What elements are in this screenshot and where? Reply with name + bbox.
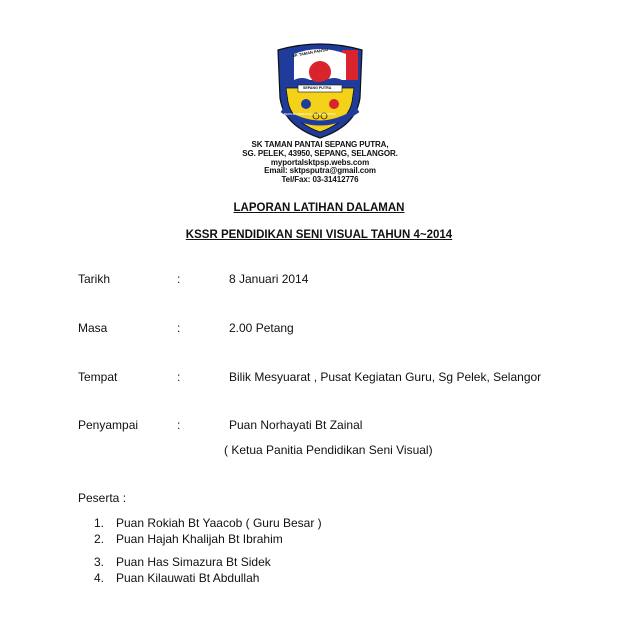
school-address-block xyxy=(200,141,440,185)
masa-value: 2.00 Petang xyxy=(229,321,294,335)
list-number: 1. xyxy=(94,516,105,530)
report-title: LAPORAN LATIHAN DALAMAN xyxy=(233,202,405,214)
list-item xyxy=(94,532,283,546)
list-number: 2. xyxy=(94,532,105,546)
penyampai-label: Penyampai xyxy=(78,418,139,432)
school-name: SK TAMAN PANTAI SEPANG PUTRA, xyxy=(251,140,389,149)
participant-name: Puan Kilauwati Bt Abdullah xyxy=(116,571,260,585)
school-crest-logo xyxy=(272,40,368,140)
tarikh-value: 8 Januari 2014 xyxy=(229,272,309,286)
participant-name: Puan Has Simazura Bt Sidek xyxy=(116,555,271,569)
report-subtitle: KSSR PENDIDIKAN SENI VISUAL TAHUN 4~2014 xyxy=(185,229,453,241)
tempat-colon: : xyxy=(177,370,181,384)
school-address: SG. PELEK, 43950, SEPANG, SELANGOR. xyxy=(242,148,398,158)
tempat-label: Tempat xyxy=(78,370,118,384)
masa-colon: : xyxy=(177,321,181,335)
list-item xyxy=(94,555,271,569)
school-phone: Tel/Fax: 03-31412776 xyxy=(281,175,359,185)
crest-arc-text: SK TAMAN PANTAI xyxy=(291,46,329,59)
tarikh-colon: : xyxy=(177,272,181,286)
peserta-label: Peserta : xyxy=(78,491,127,505)
crest-banner-text: SEPANG PUTRA xyxy=(303,86,332,90)
list-item xyxy=(94,571,259,585)
tempat-value: Bilik Mesyuarat , Pusat Kegiatan Guru, Sg Pelek, Selangor xyxy=(229,370,542,384)
list-number: 3. xyxy=(94,555,105,569)
school-website: myportalsktpsp.webs.com xyxy=(270,157,370,167)
penyampai-role: ( Ketua Panitia Pendidikan Seni Visual) xyxy=(224,443,433,457)
penyampai-colon: : xyxy=(177,418,181,432)
participant-name: Puan Rokiah Bt Yaacob ( Guru Besar ) xyxy=(116,516,322,530)
school-email: Email: sktpsputra@gmail.com xyxy=(264,166,376,176)
participant-name: Puan Hajah Khalijah Bt Ibrahim xyxy=(116,532,283,546)
crest-ribbon-text: BERILMU BERAKHLAK BERDISIPLIN xyxy=(284,112,336,116)
penyampai-value: Puan Norhayati Bt Zainal xyxy=(229,418,363,432)
list-number: 4. xyxy=(94,571,105,585)
masa-label: Masa xyxy=(78,321,108,335)
list-item xyxy=(94,516,322,530)
tarikh-label: Tarikh xyxy=(78,272,111,286)
